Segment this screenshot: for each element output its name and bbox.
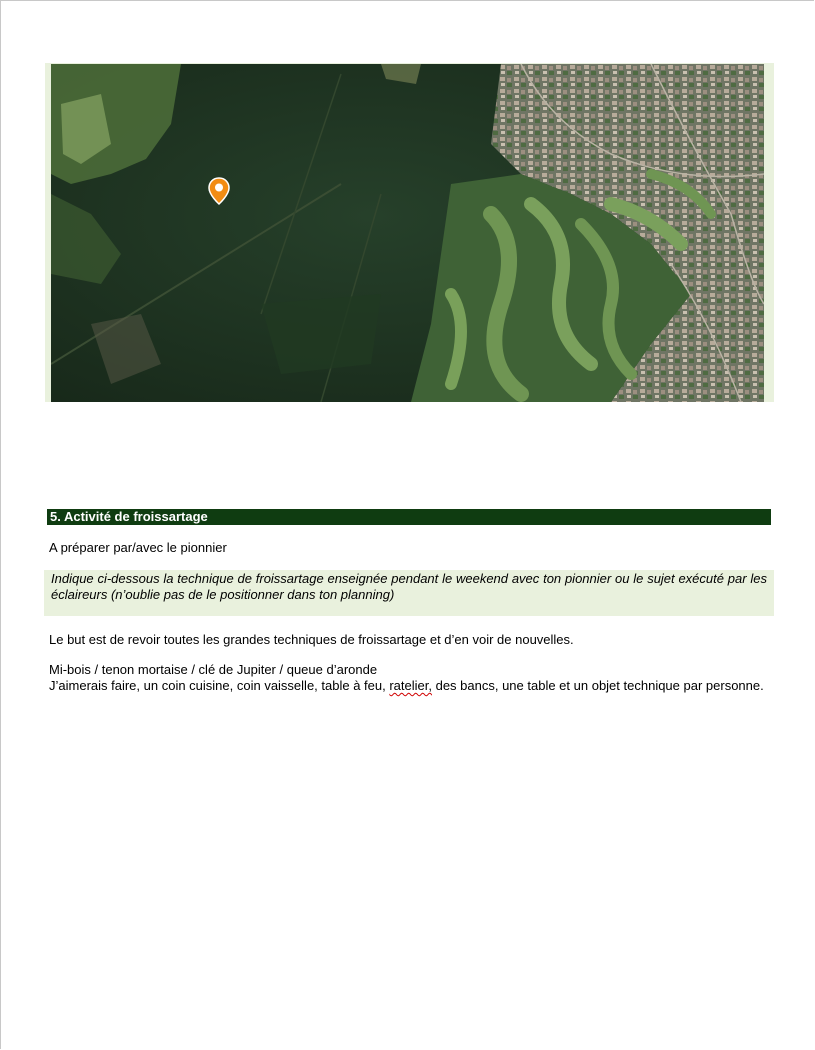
satellite-map[interactable] — [51, 64, 764, 402]
techniques-line: Mi-bois / tenon mortaise / clé de Jupiter / queue d’aronde — [49, 662, 378, 677]
instruction-box: Indique ci-dessous la technique de froissartage enseignée pendant le weekend avec ton pionnier ou le sujet exécuté par les éclaireurs (n’oublie pas de le positionner dans ton planning) — [44, 570, 774, 616]
section-title: 5. Activité de froissartage — [47, 509, 771, 525]
map-pin-icon[interactable] — [208, 177, 230, 205]
spellcheck-flagged-word[interactable]: ratelier, — [389, 678, 432, 693]
wishes-text-start: J’aimerais faire, un coin cuisine, coin vaisselle, table à feu, — [49, 678, 390, 693]
goal-paragraph: Le but est de revoir toutes les grandes techniques de froissartage et d’en voir de nouvelles. — [49, 632, 574, 647]
wishes-text-end: des bancs, une table et un objet technique par personne. — [431, 678, 764, 693]
wishes-paragraph — [49, 678, 769, 694]
prepare-line: A préparer par/avec le pionnier — [49, 540, 227, 555]
satellite-imagery — [51, 64, 764, 402]
map-frame — [45, 63, 774, 402]
